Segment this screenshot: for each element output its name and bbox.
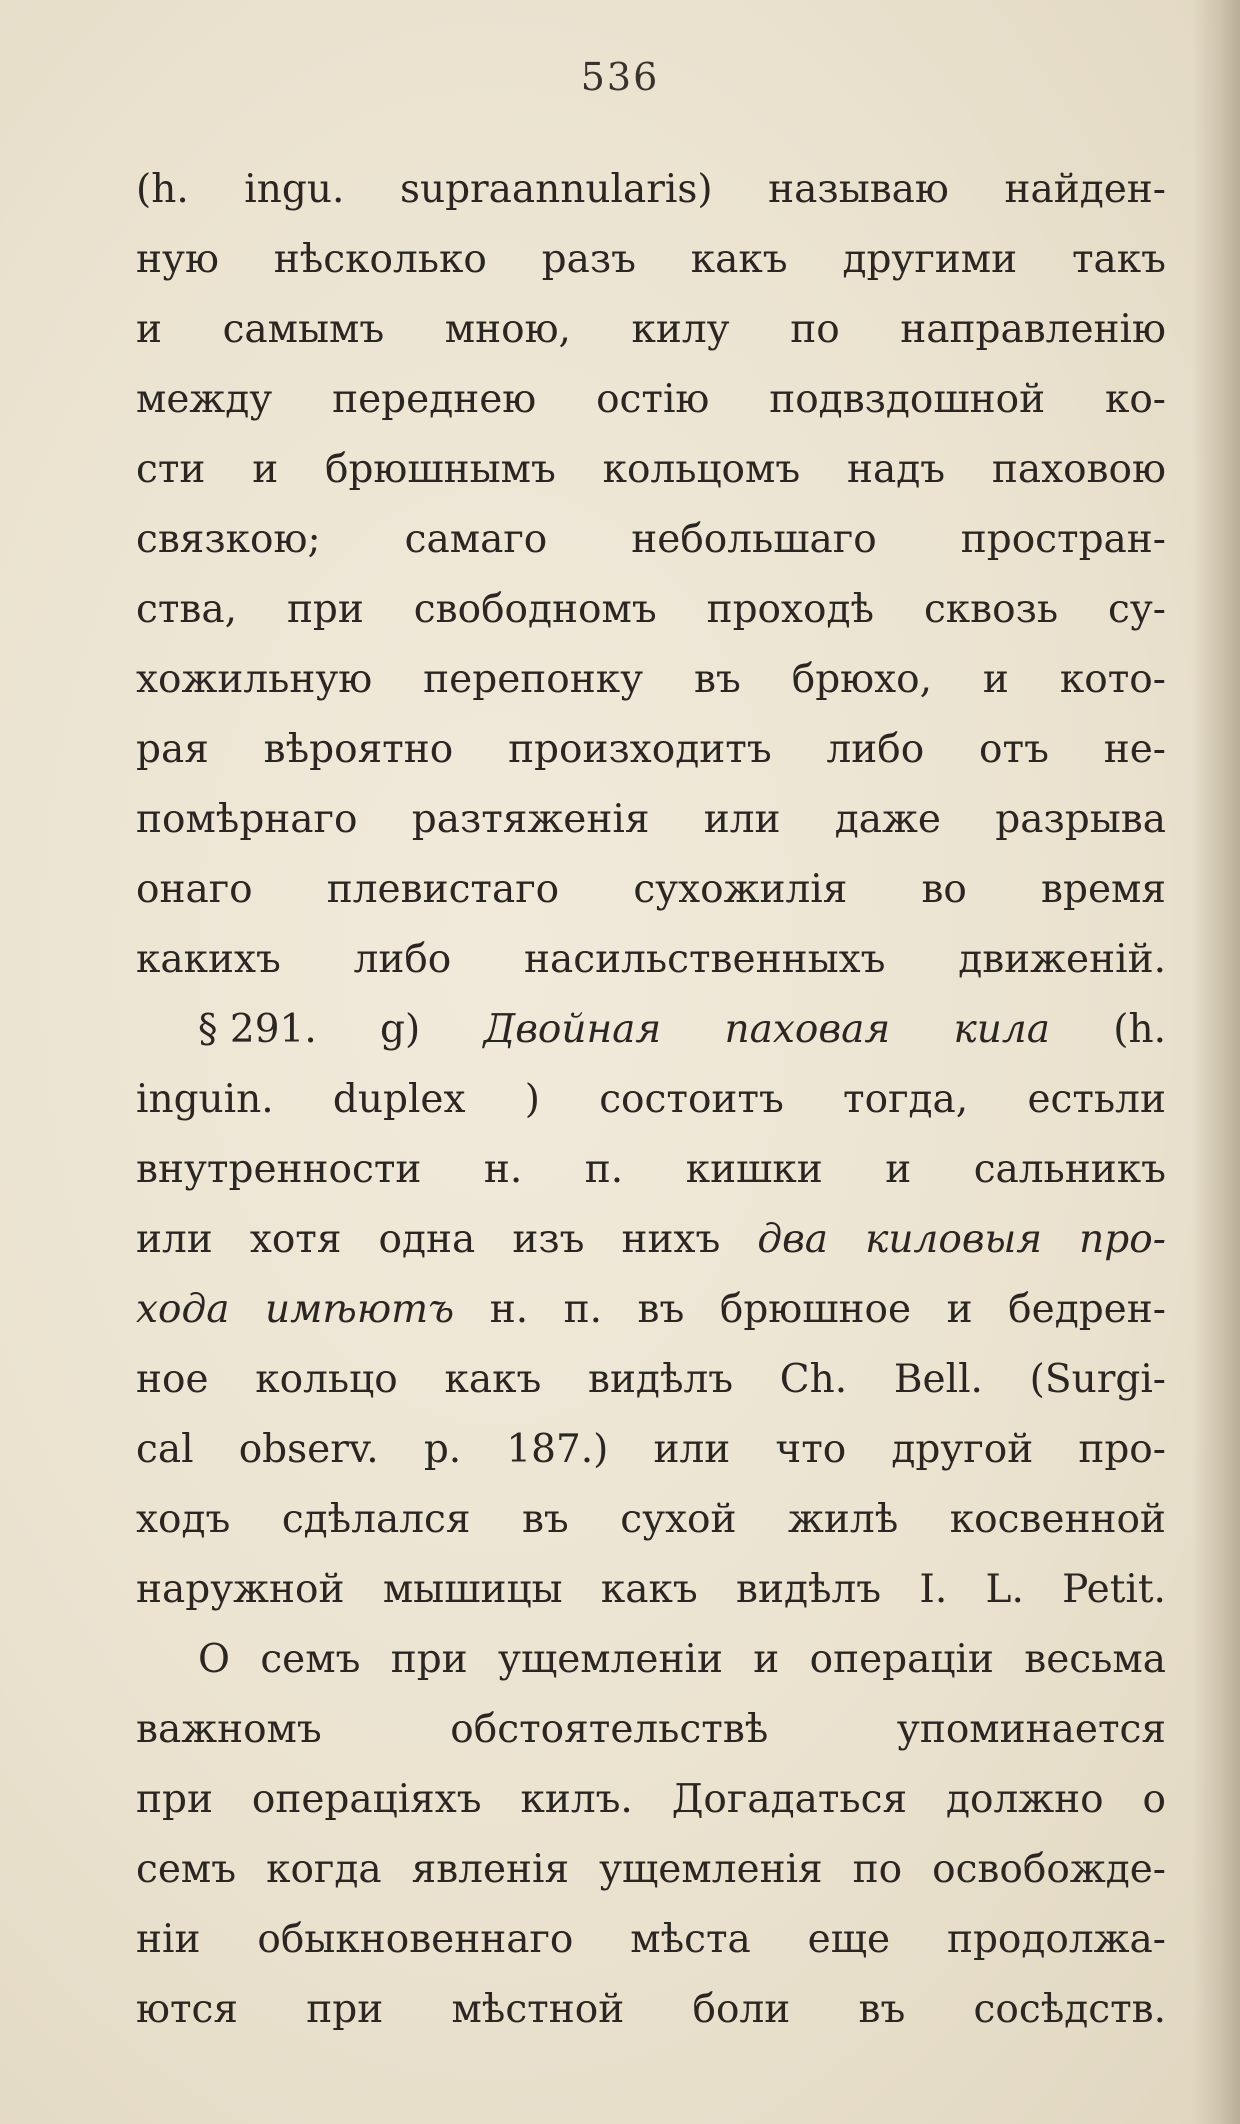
text-line	[136, 1695, 1166, 1765]
text-word: въ	[694, 657, 741, 702]
text-line	[136, 575, 1166, 645]
text-word: явленія	[411, 1847, 570, 1892]
text-word: паховая	[724, 1007, 891, 1052]
text-word: боли	[692, 1987, 791, 2032]
text-word: н.	[483, 1147, 523, 1192]
text-word: кото-	[1059, 657, 1166, 702]
text-word: перепонку	[423, 657, 644, 702]
text-word: и	[946, 1287, 973, 1332]
text-word: одна	[378, 1217, 476, 1262]
text-line	[136, 785, 1166, 855]
text-word: когда	[266, 1847, 382, 1892]
text-word: отъ	[979, 727, 1049, 772]
text-word: видѣлъ	[736, 1567, 882, 1612]
text-word: подвздошной	[769, 377, 1046, 422]
text-word: хожильную	[136, 657, 373, 702]
text-word: другими	[842, 237, 1018, 282]
page-number: 536	[580, 55, 660, 99]
text-word: сквозь	[923, 587, 1059, 632]
text-word: и	[753, 1637, 780, 1682]
text-word: су-	[1108, 587, 1166, 632]
text-word: брюшнымъ	[324, 447, 556, 492]
text-line	[136, 225, 1166, 295]
text-word: произходитъ	[508, 727, 772, 772]
text-word: должно	[946, 1777, 1104, 1822]
text-word: переднею	[332, 377, 537, 422]
text-word: хотя	[249, 1217, 342, 1262]
text-word: онаго	[136, 867, 253, 912]
text-word: L.	[985, 1567, 1024, 1612]
text-word: п.	[563, 1287, 603, 1332]
text-word: мѣстной	[451, 1987, 625, 2032]
text-word: тогда,	[843, 1077, 969, 1122]
text-word: килу	[631, 307, 730, 352]
text-word: бедрен-	[1008, 1287, 1166, 1332]
text-word: мною,	[444, 307, 571, 352]
text-word: ущемленіи	[498, 1637, 723, 1682]
text-word: мышицы	[382, 1567, 563, 1612]
text-word: семъ	[260, 1637, 361, 1682]
text-word: внутренности	[136, 1147, 422, 1192]
text-word: )	[524, 1077, 540, 1122]
text-word: киловыя	[865, 1217, 1043, 1262]
text-word: брюхо,	[791, 657, 932, 702]
page-binding-shadow	[1192, 0, 1240, 2124]
text-word: либо	[353, 937, 452, 982]
text-word: свободномъ	[413, 587, 657, 632]
text-word: состоитъ	[599, 1077, 784, 1122]
text-line	[136, 1485, 1166, 1555]
text-line	[136, 1765, 1166, 1835]
text-word: и	[885, 1147, 912, 1192]
text-word: простран-	[960, 517, 1166, 562]
text-word: весьма	[1024, 1637, 1166, 1682]
text-word: направленію	[900, 307, 1166, 352]
text-word: такъ	[1071, 237, 1166, 282]
text-word: или	[703, 797, 781, 842]
text-word: освобожде-	[932, 1847, 1166, 1892]
text-word: и	[252, 447, 279, 492]
text-word: сдѣлался	[281, 1497, 471, 1542]
text-word: движеній.	[958, 937, 1166, 982]
text-line	[136, 295, 1166, 365]
text-word: самымъ	[222, 307, 385, 352]
text-word: Petit.	[1062, 1567, 1166, 1612]
text-word: ко-	[1104, 377, 1166, 422]
text-word: или	[653, 1427, 731, 1472]
text-word: ства,	[136, 587, 238, 632]
text-word: при	[286, 587, 364, 632]
text-word: p.	[423, 1427, 462, 1472]
text-word: рая	[136, 727, 209, 772]
text-word: п.	[584, 1147, 624, 1192]
text-line	[136, 1975, 1166, 2045]
text-word: естьли	[1027, 1077, 1166, 1122]
text-word: даже	[834, 797, 941, 842]
text-word: § 291.	[198, 1007, 317, 1052]
text-line	[136, 365, 1166, 435]
text-word: (h.	[136, 167, 189, 212]
text-word: что	[775, 1427, 847, 1472]
text-word: вѣроятно	[263, 727, 454, 772]
text-word: хода	[136, 1287, 230, 1332]
text-line	[136, 1835, 1166, 1905]
text-word: О	[198, 1637, 230, 1682]
text-word: ущемленія	[599, 1847, 823, 1892]
body-text	[136, 155, 1166, 2045]
text-word: кольцо	[255, 1357, 398, 1402]
text-word: ніи	[136, 1917, 201, 1962]
text-word: надъ	[846, 447, 946, 492]
text-line	[136, 1415, 1166, 1485]
text-word: или	[136, 1217, 213, 1262]
text-word: (Surgi-	[1029, 1357, 1166, 1402]
text-word: изъ	[512, 1217, 585, 1262]
text-word: связкою;	[136, 517, 321, 562]
text-word: небольшаго	[631, 517, 877, 562]
text-word: килъ.	[520, 1777, 633, 1822]
text-word: cal	[136, 1427, 194, 1472]
text-line	[136, 715, 1166, 785]
text-line	[136, 855, 1166, 925]
text-word: сти	[136, 447, 206, 492]
text-word: по	[852, 1847, 903, 1892]
text-word: другой	[891, 1427, 1034, 1472]
text-word: разрыва	[995, 797, 1166, 842]
text-word: обстоятельствѣ	[450, 1707, 769, 1752]
text-word: нихъ	[621, 1217, 721, 1262]
text-line	[136, 505, 1166, 575]
text-word: мѣста	[630, 1917, 751, 1962]
text-word: какъ	[690, 237, 788, 282]
text-word: g)	[380, 1007, 421, 1052]
text-word: сухой	[620, 1497, 737, 1542]
text-word: наружной	[136, 1567, 345, 1612]
text-word: Двойная	[483, 1007, 662, 1052]
text-word: ную	[136, 237, 219, 282]
text-word: насильственныхъ	[524, 937, 886, 982]
text-word: какъ	[444, 1357, 542, 1402]
text-line	[136, 1135, 1166, 1205]
text-word: ное	[136, 1357, 209, 1402]
text-word: про-	[1079, 1217, 1166, 1262]
text-word: обыкновеннаго	[257, 1917, 574, 1962]
text-word: и	[982, 657, 1009, 702]
text-word: въ	[858, 1987, 906, 2032]
text-word: какихъ	[136, 937, 281, 982]
text-word: упоминается	[896, 1707, 1166, 1752]
text-line	[136, 1065, 1166, 1135]
text-word: при	[390, 1637, 468, 1682]
text-line	[136, 1905, 1166, 1975]
text-word: сосѣдств.	[973, 1987, 1166, 2032]
text-word: кила	[953, 1007, 1050, 1052]
text-word: про-	[1078, 1427, 1166, 1472]
text-word: и	[136, 307, 162, 352]
text-word: самаго	[404, 517, 548, 562]
text-word: имѣютъ	[264, 1287, 455, 1332]
text-word: ingu.	[244, 167, 345, 212]
text-word: supraannularis)	[399, 167, 713, 212]
text-line	[136, 1625, 1166, 1695]
text-line	[136, 435, 1166, 505]
text-line	[136, 1275, 1166, 1345]
text-word: какъ	[600, 1567, 698, 1612]
text-line	[136, 645, 1166, 715]
text-word: проходѣ	[706, 587, 875, 632]
text-word: семъ	[136, 1847, 237, 1892]
text-word: 187.)	[506, 1427, 609, 1472]
text-line	[136, 1555, 1166, 1625]
text-line	[136, 925, 1166, 995]
text-word: разтяженія	[411, 797, 650, 842]
text-word: разъ	[541, 237, 636, 282]
text-word: операціи	[809, 1637, 994, 1682]
text-line	[136, 155, 1166, 225]
text-word: не-	[1103, 727, 1166, 772]
text-word: н.	[489, 1287, 529, 1332]
text-word: ются	[136, 1987, 238, 2032]
text-word: паховою	[991, 447, 1166, 492]
text-word: жилѣ	[788, 1497, 899, 1542]
text-word: между	[136, 377, 273, 422]
text-word: видѣлъ	[587, 1357, 734, 1402]
text-line	[136, 1345, 1166, 1415]
text-word: либо	[826, 727, 925, 772]
text-word: кольцомъ	[602, 447, 801, 492]
text-word: продолжа-	[946, 1917, 1166, 1962]
text-word: I.	[919, 1567, 948, 1612]
text-word: нѣсколько	[273, 237, 487, 282]
text-word: по	[790, 307, 840, 352]
text-word: observ.	[238, 1427, 379, 1472]
text-word: о	[1142, 1777, 1166, 1822]
text-word: операціяхъ	[251, 1777, 482, 1822]
text-word: въ	[637, 1287, 685, 1332]
text-word: Bell.	[893, 1357, 983, 1402]
text-word: при	[136, 1777, 213, 1822]
text-line	[136, 995, 1166, 1065]
text-word: остію	[596, 377, 710, 422]
text-word: Догадаться	[671, 1777, 908, 1822]
text-word: (h.	[1113, 1007, 1166, 1052]
text-word: сальникъ	[973, 1147, 1166, 1192]
text-line	[136, 1205, 1166, 1275]
text-word: два	[757, 1217, 829, 1262]
text-word: помѣрнаго	[136, 797, 358, 842]
text-word: еще	[807, 1917, 891, 1962]
text-word: во	[921, 867, 967, 912]
text-word: важномъ	[136, 1707, 322, 1752]
text-word: сухожилія	[633, 867, 848, 912]
text-word: брюшное	[719, 1287, 912, 1332]
text-word: найден-	[1004, 167, 1166, 212]
text-word: время	[1041, 867, 1166, 912]
text-word: inguin.	[136, 1077, 274, 1122]
text-word: при	[306, 1987, 384, 2032]
text-word: кишки	[685, 1147, 823, 1192]
text-word: косвенной	[949, 1497, 1166, 1542]
text-word: ходъ	[136, 1497, 231, 1542]
text-word: называю	[768, 167, 949, 212]
text-word: Ch.	[779, 1357, 848, 1402]
text-word: duplex	[332, 1077, 466, 1122]
text-word: въ	[521, 1497, 569, 1542]
text-word: плевистаго	[326, 867, 560, 912]
